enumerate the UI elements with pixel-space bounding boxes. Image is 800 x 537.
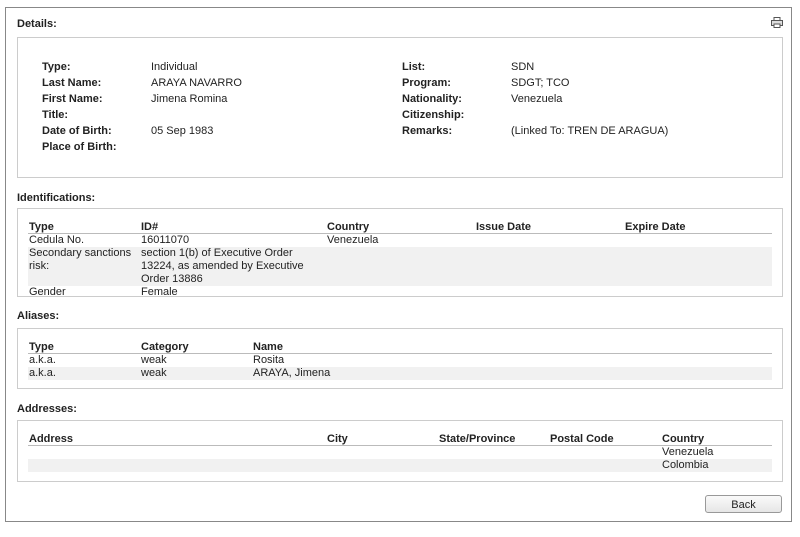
aliases-column-header: Category xyxy=(140,339,252,354)
details-value: 05 Sep 1983 xyxy=(151,125,214,137)
details-window xyxy=(5,7,792,522)
addresses-column-header: Country xyxy=(661,431,772,446)
identifications-column-header: Country xyxy=(326,219,475,234)
details-value: Venezuela xyxy=(511,93,563,105)
identifications-box xyxy=(17,208,783,297)
addresses-box xyxy=(17,420,783,482)
addresses-cell xyxy=(326,459,438,472)
identifications-table xyxy=(28,219,772,299)
addresses-cell: Venezuela xyxy=(662,446,714,458)
table-row xyxy=(28,446,772,460)
identifications-cell: Female xyxy=(141,286,178,298)
aliases-table xyxy=(28,339,772,380)
details-box xyxy=(17,37,783,178)
identifications-cell: 16011070 xyxy=(141,234,190,246)
aliases-cell: a.k.a. xyxy=(29,354,56,366)
details-label: Title: xyxy=(42,109,69,121)
addresses-cell xyxy=(549,446,661,460)
addresses-cell xyxy=(326,446,438,460)
aliases-box xyxy=(17,328,783,389)
details-label: List: xyxy=(402,61,426,73)
details-label: Last Name: xyxy=(42,77,102,89)
back-button[interactable]: Back xyxy=(705,495,782,513)
printer-icon[interactable] xyxy=(771,17,783,28)
identifications-cell xyxy=(475,247,624,286)
addresses-cell xyxy=(28,459,326,472)
identifications-cell xyxy=(624,234,772,248)
addresses-cell xyxy=(549,459,661,472)
details-label: Date of Birth: xyxy=(42,125,112,137)
aliases-cell: ARAYA, Jimena xyxy=(252,367,772,380)
details-value: SDGT; TCO xyxy=(511,77,570,89)
aliases-cell: a.k.a. xyxy=(28,367,140,380)
details-label: Remarks: xyxy=(402,125,453,137)
aliases-cell: weak xyxy=(140,367,252,380)
details-label: First Name: xyxy=(42,93,103,105)
table-row xyxy=(28,367,772,380)
details-value: ARAYA NAVARRO xyxy=(151,77,242,89)
addresses-cell: Colombia xyxy=(661,459,772,472)
details-value: Individual xyxy=(151,61,198,73)
aliases-cell: weak xyxy=(141,354,167,366)
addresses-title: Addresses: xyxy=(17,403,77,415)
identifications-cell: Cedula No. xyxy=(29,234,85,246)
details-label: Program: xyxy=(402,77,451,89)
table-row xyxy=(28,354,772,368)
identifications-cell xyxy=(624,286,772,299)
identifications-cell xyxy=(624,247,772,286)
identifications-cell: Gender xyxy=(29,286,66,298)
details-value: SDN xyxy=(511,61,535,73)
identifications-cell xyxy=(326,247,475,286)
addresses-column-header: Postal Code xyxy=(549,431,661,446)
identifications-cell xyxy=(326,286,475,299)
identifications-column-header: Issue Date xyxy=(475,219,624,234)
aliases-title: Aliases: xyxy=(17,310,60,322)
identifications-cell xyxy=(475,286,624,299)
aliases-column-header: Name xyxy=(252,339,772,354)
details-value: (Linked To: TREN DE ARAGUA) xyxy=(511,125,669,137)
addresses-table xyxy=(28,431,772,472)
identifications-column-header: ID# xyxy=(140,219,326,234)
identifications-cell: Secondary sanctions risk: xyxy=(28,247,140,286)
details-label: Nationality: xyxy=(402,93,462,105)
table-row xyxy=(28,247,772,286)
identifications-column-header: Expire Date xyxy=(624,219,772,234)
table-row xyxy=(28,234,772,248)
identifications-cell: section 1(b) of Executive Order 13224, as amended by Executive Order 13886 xyxy=(140,247,326,286)
addresses-cell xyxy=(438,446,549,460)
details-label: Citizenship: xyxy=(402,109,465,121)
aliases-cell: Rosita xyxy=(253,354,285,366)
identifications-cell xyxy=(475,234,624,248)
details-label: Place of Birth: xyxy=(42,141,117,153)
details-label: Type: xyxy=(42,61,71,73)
table-row xyxy=(28,286,772,299)
identifications-title: Identifications: xyxy=(17,192,96,204)
addresses-column-header: Address xyxy=(28,431,326,446)
addresses-column-header: City xyxy=(326,431,438,446)
identifications-column-header: Type xyxy=(28,219,140,234)
details-title: Details: xyxy=(17,18,57,30)
addresses-cell xyxy=(28,446,326,460)
details-value: Jimena Romina xyxy=(151,93,228,105)
addresses-column-header: State/Province xyxy=(438,431,549,446)
identifications-cell: Venezuela xyxy=(327,234,379,246)
aliases-column-header: Type xyxy=(28,339,140,354)
addresses-cell xyxy=(438,459,549,472)
table-row xyxy=(28,459,772,472)
